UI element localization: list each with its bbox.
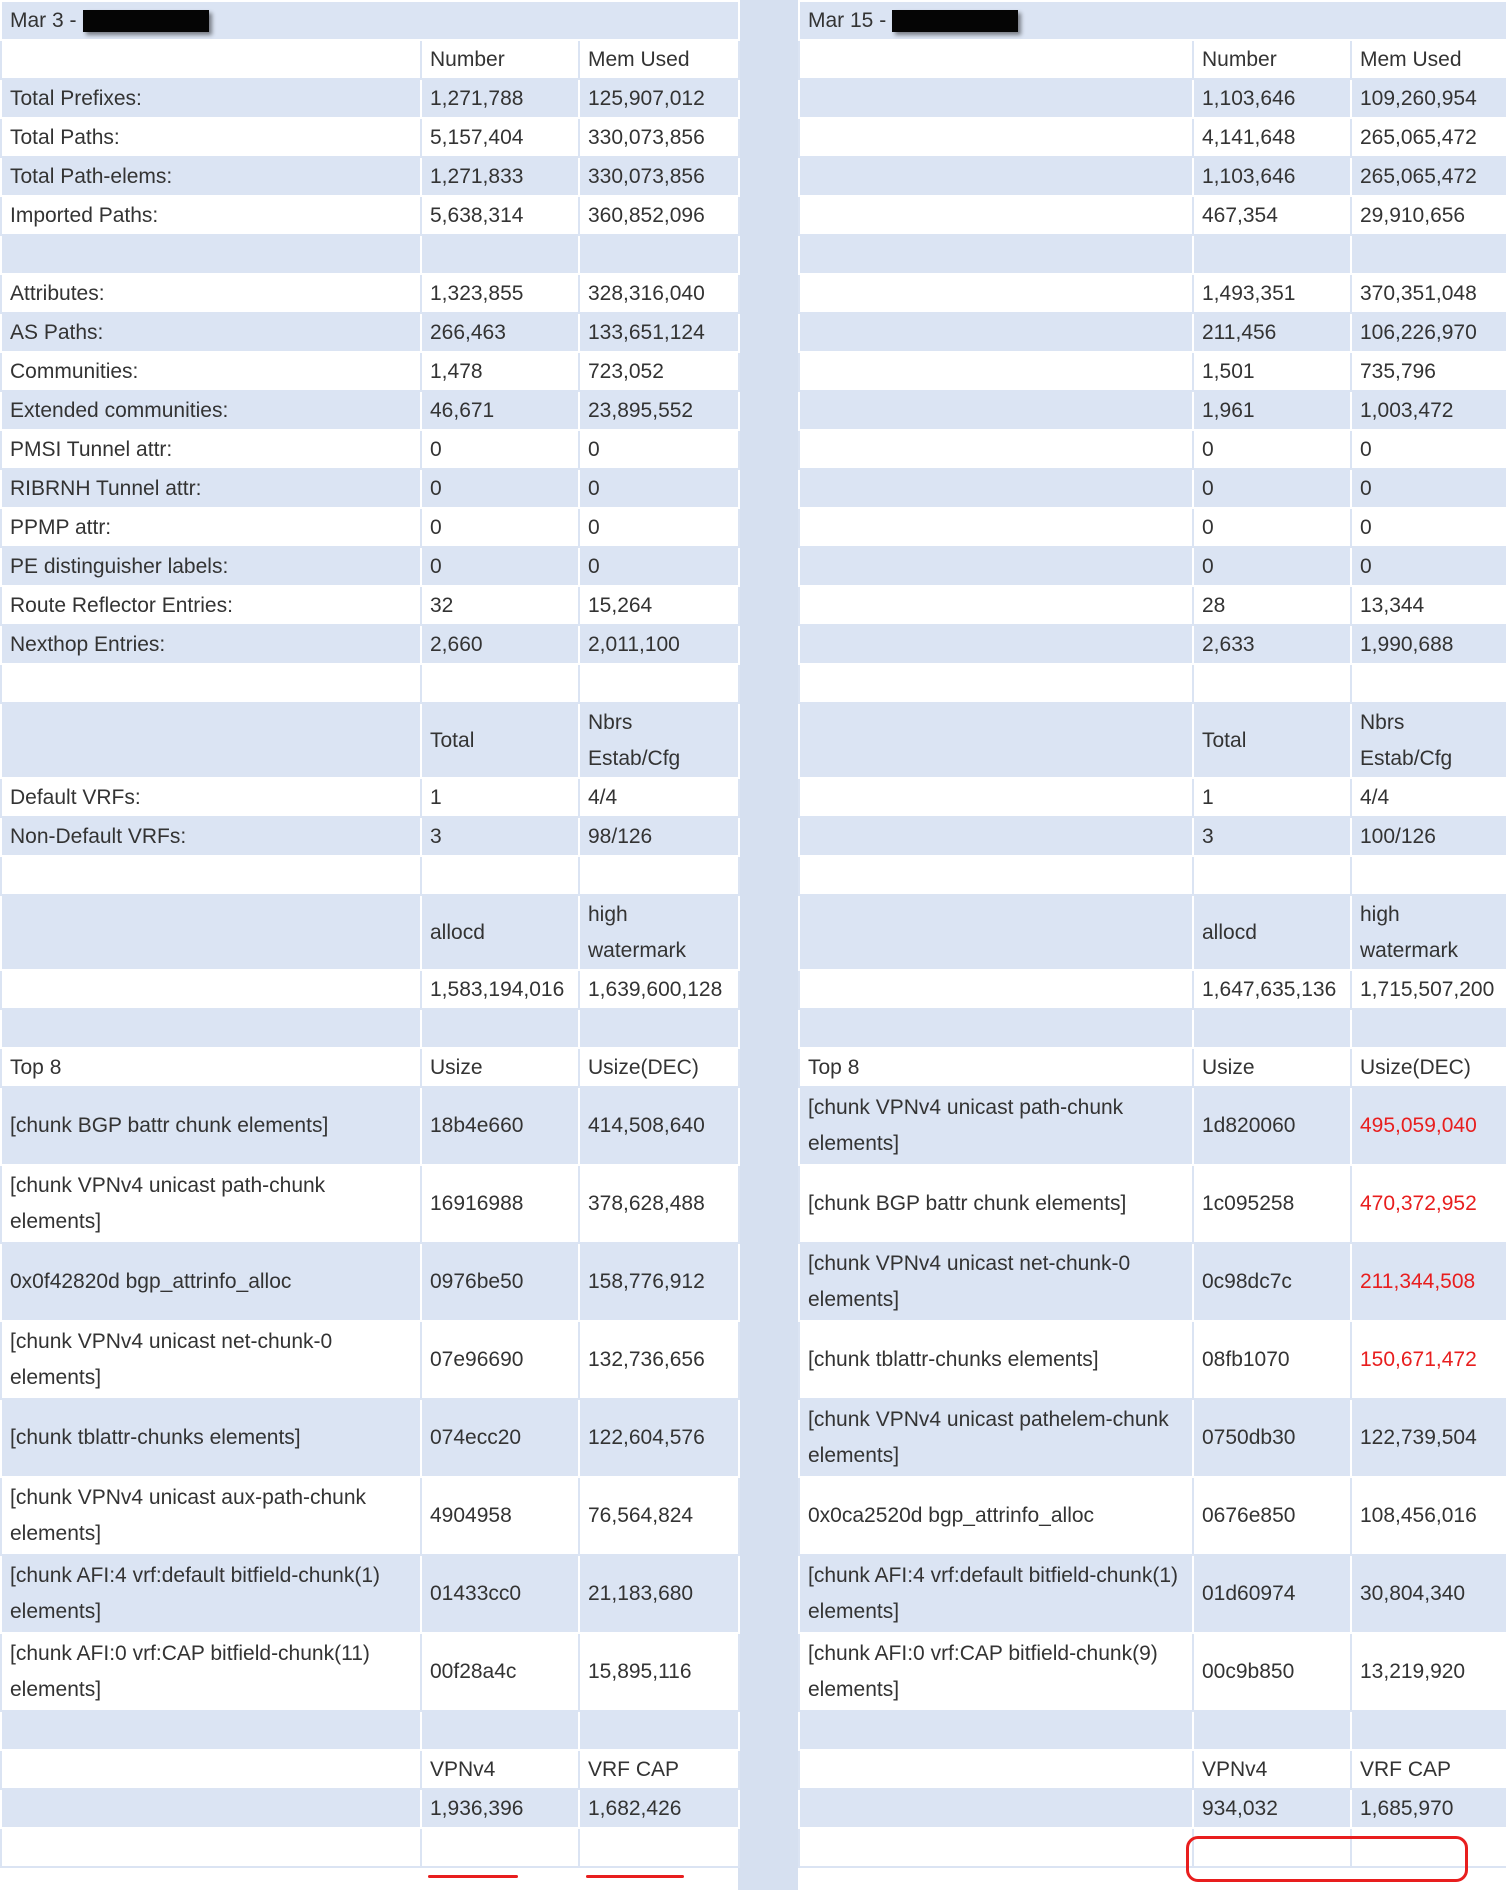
redaction-bar xyxy=(892,10,1018,32)
row-mem: 330,073,856 xyxy=(579,157,739,196)
row-label: Non-Default VRFs: xyxy=(1,817,421,856)
row-number: 1,103,646 xyxy=(1193,79,1351,118)
top-row xyxy=(799,1399,1506,1477)
final-header-row xyxy=(1,1750,739,1789)
final-vpnv4: 934,032 xyxy=(1193,1789,1351,1828)
mem-allocd: 1,583,194,016 xyxy=(421,970,579,1009)
top-row xyxy=(1,1555,739,1633)
row-label: AS Paths: xyxy=(1,313,421,352)
final-vpnv4: 1,936,396 xyxy=(421,1789,579,1828)
final-vrf-cap: 1,682,426 xyxy=(579,1789,739,1828)
row-nbrs: 4/4 xyxy=(1351,778,1506,817)
row-label: PE distinguisher labels: xyxy=(1,547,421,586)
row-total: 3 xyxy=(1193,817,1351,856)
header-top8: Top 8 xyxy=(799,1048,1193,1087)
spacer-row xyxy=(799,1009,1506,1048)
top-row xyxy=(799,1321,1506,1399)
spacer-row xyxy=(799,664,1506,703)
top-usize: 0976be50 xyxy=(421,1243,579,1321)
top-name: [chunk VPNv4 unicast pathelem-chunk elements] xyxy=(799,1399,1193,1477)
top-name: 0x0f42820d bgp_attrinfo_alloc xyxy=(1,1243,421,1321)
row-number: 1,493,351 xyxy=(1193,274,1351,313)
table-row xyxy=(1,157,739,196)
table-row xyxy=(799,547,1506,586)
row-number: 4,141,648 xyxy=(1193,118,1351,157)
table-row xyxy=(1,625,739,664)
row-number: 1,478 xyxy=(421,352,579,391)
row-mem: 13,344 xyxy=(1351,586,1506,625)
left-panel xyxy=(0,0,738,1868)
row-number: 0 xyxy=(1193,469,1351,508)
row-nbrs: 100/126 xyxy=(1351,817,1506,856)
top-row xyxy=(1,1633,739,1711)
top-dec-highlight: 211,344,508 xyxy=(1351,1243,1506,1321)
row-mem: 2,011,100 xyxy=(579,625,739,664)
header-allocd: allocd xyxy=(1193,895,1351,970)
table-row xyxy=(1,547,739,586)
header-allocd: allocd xyxy=(421,895,579,970)
spacer-row xyxy=(799,1711,1506,1750)
spacer-row xyxy=(1,664,739,703)
top-usize: 07e96690 xyxy=(421,1321,579,1399)
spacer-row xyxy=(1,1711,739,1750)
top-name: [chunk AFI:0 vrf:CAP bitfield-chunk(9) elements] xyxy=(799,1633,1193,1711)
top-header-row xyxy=(1,1048,739,1087)
top-row xyxy=(1,1399,739,1477)
header-usize: Usize xyxy=(1193,1048,1351,1087)
table-row xyxy=(799,391,1506,430)
row-label: Default VRFs: xyxy=(1,778,421,817)
table-row xyxy=(1,508,739,547)
table-row xyxy=(799,313,1506,352)
row-label: Extended communities: xyxy=(1,391,421,430)
row-number: 5,157,404 xyxy=(421,118,579,157)
table-row xyxy=(799,508,1506,547)
row-number: 0 xyxy=(1193,508,1351,547)
header-row xyxy=(799,40,1506,79)
row-mem: 15,264 xyxy=(579,586,739,625)
spacer-row xyxy=(1,1009,739,1048)
row-number: 1,323,855 xyxy=(421,274,579,313)
row-label: PPMP attr: xyxy=(1,508,421,547)
header-vpnv4: VPNv4 xyxy=(421,1750,579,1789)
top-row xyxy=(799,1555,1506,1633)
top-dec: 76,564,824 xyxy=(579,1477,739,1555)
row-mem: 29,910,656 xyxy=(1351,196,1506,235)
vrf-header-row xyxy=(1,703,739,778)
spacer-row xyxy=(1,1828,739,1867)
top-dec: 132,736,656 xyxy=(579,1321,739,1399)
row-number: 0 xyxy=(1193,547,1351,586)
row-mem: 133,651,124 xyxy=(579,313,739,352)
top-usize: 16916988 xyxy=(421,1165,579,1243)
top-name: [chunk AFI:4 vrf:default bitfield-chunk(1) elements] xyxy=(1,1555,421,1633)
row-mem: 360,852,096 xyxy=(579,196,739,235)
header-nbrs: Nbrs Estab/Cfg xyxy=(1351,703,1506,778)
redaction-bar xyxy=(83,10,209,32)
row-number: 1,271,833 xyxy=(421,157,579,196)
memory-row xyxy=(799,970,1506,1009)
top-name: [chunk VPNv4 unicast aux-path-chunk elements] xyxy=(1,1477,421,1555)
top-usize: 1c095258 xyxy=(1193,1165,1351,1243)
top-dec: 158,776,912 xyxy=(579,1243,739,1321)
header-high-watermark: high watermark xyxy=(1351,895,1506,970)
top-row xyxy=(799,1477,1506,1555)
row-label: Total Path-elems: xyxy=(1,157,421,196)
top-row xyxy=(799,1243,1506,1321)
table-row xyxy=(1,817,739,856)
row-number: 5,638,314 xyxy=(421,196,579,235)
table-row xyxy=(1,430,739,469)
row-nbrs: 98/126 xyxy=(579,817,739,856)
row-total: 1 xyxy=(1193,778,1351,817)
top-dec: 122,604,576 xyxy=(579,1399,739,1477)
mem-high: 1,639,600,128 xyxy=(579,970,739,1009)
top-name: [chunk VPNv4 unicast net-chunk-0 elements] xyxy=(799,1243,1193,1321)
top-dec: 15,895,116 xyxy=(579,1633,739,1711)
row-number: 0 xyxy=(421,430,579,469)
table-row xyxy=(799,469,1506,508)
final-vrf-cap: 1,685,970 xyxy=(1351,1789,1506,1828)
top-dec: 378,628,488 xyxy=(579,1165,739,1243)
top-usize: 00f28a4c xyxy=(421,1633,579,1711)
header-vpnv4: VPNv4 xyxy=(1193,1750,1351,1789)
row-number: 46,671 xyxy=(421,391,579,430)
row-mem: 723,052 xyxy=(579,352,739,391)
row-mem: 0 xyxy=(579,508,739,547)
title-row xyxy=(799,1,1506,40)
spacer-row xyxy=(1,856,739,895)
row-mem: 0 xyxy=(1351,430,1506,469)
table-row xyxy=(1,274,739,313)
row-mem: 0 xyxy=(579,430,739,469)
header-number: Number xyxy=(1193,40,1351,79)
table-row xyxy=(1,391,739,430)
row-mem: 0 xyxy=(1351,547,1506,586)
table-row xyxy=(799,157,1506,196)
top-dec-highlight: 495,059,040 xyxy=(1351,1087,1506,1165)
top-usize: 074ecc20 xyxy=(421,1399,579,1477)
top-dec: 30,804,340 xyxy=(1351,1555,1506,1633)
top-usize: 0750db30 xyxy=(1193,1399,1351,1477)
left-table xyxy=(0,0,740,1868)
row-mem: 330,073,856 xyxy=(579,118,739,157)
row-label: RIBRNH Tunnel attr: xyxy=(1,469,421,508)
final-header-row xyxy=(799,1750,1506,1789)
table-row xyxy=(799,817,1506,856)
table-row xyxy=(1,79,739,118)
table-row xyxy=(799,352,1506,391)
row-number: 0 xyxy=(421,469,579,508)
title-cell xyxy=(799,1,1506,40)
top-name: [chunk BGP battr chunk elements] xyxy=(1,1087,421,1165)
final-row xyxy=(1,1789,739,1828)
row-total: 1 xyxy=(421,778,579,817)
row-mem: 125,907,012 xyxy=(579,79,739,118)
table-row xyxy=(1,469,739,508)
row-number: 28 xyxy=(1193,586,1351,625)
red-underline-vrf-cap xyxy=(586,1875,684,1878)
spacer-row xyxy=(1,235,739,274)
row-mem: 0 xyxy=(1351,508,1506,547)
header-mem: Mem Used xyxy=(579,40,739,79)
top-name: [chunk AFI:0 vrf:CAP bitfield-chunk(11) elements] xyxy=(1,1633,421,1711)
top-name: [chunk VPNv4 unicast path-chunk elements] xyxy=(799,1087,1193,1165)
top-dec: 21,183,680 xyxy=(579,1555,739,1633)
header-usize: Usize xyxy=(421,1048,579,1087)
top-name: [chunk VPNv4 unicast net-chunk-0 elements] xyxy=(1,1321,421,1399)
title-row xyxy=(1,1,739,40)
row-mem: 370,351,048 xyxy=(1351,274,1506,313)
top-usize: 18b4e660 xyxy=(421,1087,579,1165)
panel-title: Mar 3 - xyxy=(10,8,77,32)
header-vrf-cap: VRF CAP xyxy=(579,1750,739,1789)
table-row xyxy=(799,196,1506,235)
top-dec: 13,219,920 xyxy=(1351,1633,1506,1711)
red-underline-vpnv4 xyxy=(428,1875,518,1878)
header-nbrs: Nbrs Estab/Cfg xyxy=(579,703,739,778)
row-mem: 328,316,040 xyxy=(579,274,739,313)
row-mem: 735,796 xyxy=(1351,352,1506,391)
row-mem: 0 xyxy=(1351,469,1506,508)
row-number: 2,660 xyxy=(421,625,579,664)
top-dec: 122,739,504 xyxy=(1351,1399,1506,1477)
top-header-row xyxy=(799,1048,1506,1087)
header-total: Total xyxy=(1193,703,1351,778)
row-mem: 1,990,688 xyxy=(1351,625,1506,664)
top-dec-highlight: 470,372,952 xyxy=(1351,1165,1506,1243)
spacer-row xyxy=(799,856,1506,895)
row-label: PMSI Tunnel attr: xyxy=(1,430,421,469)
table-row xyxy=(799,430,1506,469)
top-row xyxy=(799,1087,1506,1165)
table-row xyxy=(799,586,1506,625)
top-row xyxy=(1,1477,739,1555)
header-mem: Mem Used xyxy=(1351,40,1506,79)
row-number: 32 xyxy=(421,586,579,625)
table-row xyxy=(1,196,739,235)
top-row xyxy=(799,1633,1506,1711)
column-divider xyxy=(738,0,798,1890)
spacer-row xyxy=(799,235,1506,274)
row-total: 3 xyxy=(421,817,579,856)
top-name: [chunk tblattr-chunks elements] xyxy=(799,1321,1193,1399)
table-row xyxy=(799,625,1506,664)
top-name: [chunk VPNv4 unicast path-chunk elements] xyxy=(1,1165,421,1243)
row-number: 1,103,646 xyxy=(1193,157,1351,196)
top-row xyxy=(1,1087,739,1165)
table-row xyxy=(1,352,739,391)
top-row xyxy=(1,1321,739,1399)
title-cell xyxy=(1,1,739,40)
top-usize: 01d60974 xyxy=(1193,1555,1351,1633)
right-panel xyxy=(798,0,1506,1868)
table-row xyxy=(799,79,1506,118)
header-usize-dec: Usize(DEC) xyxy=(1351,1048,1506,1087)
row-mem: 1,003,472 xyxy=(1351,391,1506,430)
mem-high: 1,715,507,200 xyxy=(1351,970,1506,1009)
header-row xyxy=(1,40,739,79)
right-table xyxy=(798,0,1506,1868)
top-name: 0x0ca2520d bgp_attrinfo_alloc xyxy=(799,1477,1193,1555)
top-usize: 00c9b850 xyxy=(1193,1633,1351,1711)
red-circle-annotation xyxy=(1186,1836,1468,1882)
row-mem: 0 xyxy=(579,547,739,586)
row-number: 211,456 xyxy=(1193,313,1351,352)
top-row xyxy=(799,1165,1506,1243)
top-dec-highlight: 150,671,472 xyxy=(1351,1321,1506,1399)
memory-header-row xyxy=(799,895,1506,970)
table-row xyxy=(1,118,739,157)
table-row xyxy=(799,118,1506,157)
top-row xyxy=(1,1243,739,1321)
row-label: Attributes: xyxy=(1,274,421,313)
row-mem: 265,065,472 xyxy=(1351,157,1506,196)
header-vrf-cap: VRF CAP xyxy=(1351,1750,1506,1789)
row-number: 0 xyxy=(421,547,579,586)
table-row xyxy=(1,586,739,625)
top-row xyxy=(1,1165,739,1243)
row-nbrs: 4/4 xyxy=(579,778,739,817)
top-usize: 01433cc0 xyxy=(421,1555,579,1633)
top-dec: 414,508,640 xyxy=(579,1087,739,1165)
top-usize: 4904958 xyxy=(421,1477,579,1555)
mem-allocd: 1,647,635,136 xyxy=(1193,970,1351,1009)
row-number: 2,633 xyxy=(1193,625,1351,664)
header-number: Number xyxy=(421,40,579,79)
top-name: [chunk tblattr-chunks elements] xyxy=(1,1399,421,1477)
row-label: Total Paths: xyxy=(1,118,421,157)
header-high-watermark: high watermark xyxy=(579,895,739,970)
row-label: Nexthop Entries: xyxy=(1,625,421,664)
vrf-header-row xyxy=(799,703,1506,778)
row-mem: 0 xyxy=(579,469,739,508)
row-number: 0 xyxy=(1193,430,1351,469)
row-number: 467,354 xyxy=(1193,196,1351,235)
row-number: 1,271,788 xyxy=(421,79,579,118)
table-row xyxy=(799,778,1506,817)
row-label: Route Reflector Entries: xyxy=(1,586,421,625)
memory-row xyxy=(1,970,739,1009)
table-row xyxy=(799,274,1506,313)
top-usize: 08fb1070 xyxy=(1193,1321,1351,1399)
top-usize: 0676e850 xyxy=(1193,1477,1351,1555)
table-row xyxy=(1,778,739,817)
row-number: 1,501 xyxy=(1193,352,1351,391)
row-number: 1,961 xyxy=(1193,391,1351,430)
top-name: [chunk BGP battr chunk elements] xyxy=(799,1165,1193,1243)
header-usize-dec: Usize(DEC) xyxy=(579,1048,739,1087)
top-usize: 1d820060 xyxy=(1193,1087,1351,1165)
row-number: 266,463 xyxy=(421,313,579,352)
table-row xyxy=(1,313,739,352)
top-name: [chunk AFI:4 vrf:default bitfield-chunk(1) elements] xyxy=(799,1555,1193,1633)
header-total: Total xyxy=(421,703,579,778)
row-mem: 109,260,954 xyxy=(1351,79,1506,118)
row-label: Communities: xyxy=(1,352,421,391)
row-mem: 106,226,970 xyxy=(1351,313,1506,352)
row-label: Imported Paths: xyxy=(1,196,421,235)
row-label: Total Prefixes: xyxy=(1,79,421,118)
panel-title: Mar 15 - xyxy=(808,8,887,32)
top-usize: 0c98dc7c xyxy=(1193,1243,1351,1321)
row-number: 0 xyxy=(421,508,579,547)
row-mem: 23,895,552 xyxy=(579,391,739,430)
final-row xyxy=(799,1789,1506,1828)
row-mem: 265,065,472 xyxy=(1351,118,1506,157)
memory-header-row xyxy=(1,895,739,970)
header-top8: Top 8 xyxy=(1,1048,421,1087)
top-dec: 108,456,016 xyxy=(1351,1477,1506,1555)
